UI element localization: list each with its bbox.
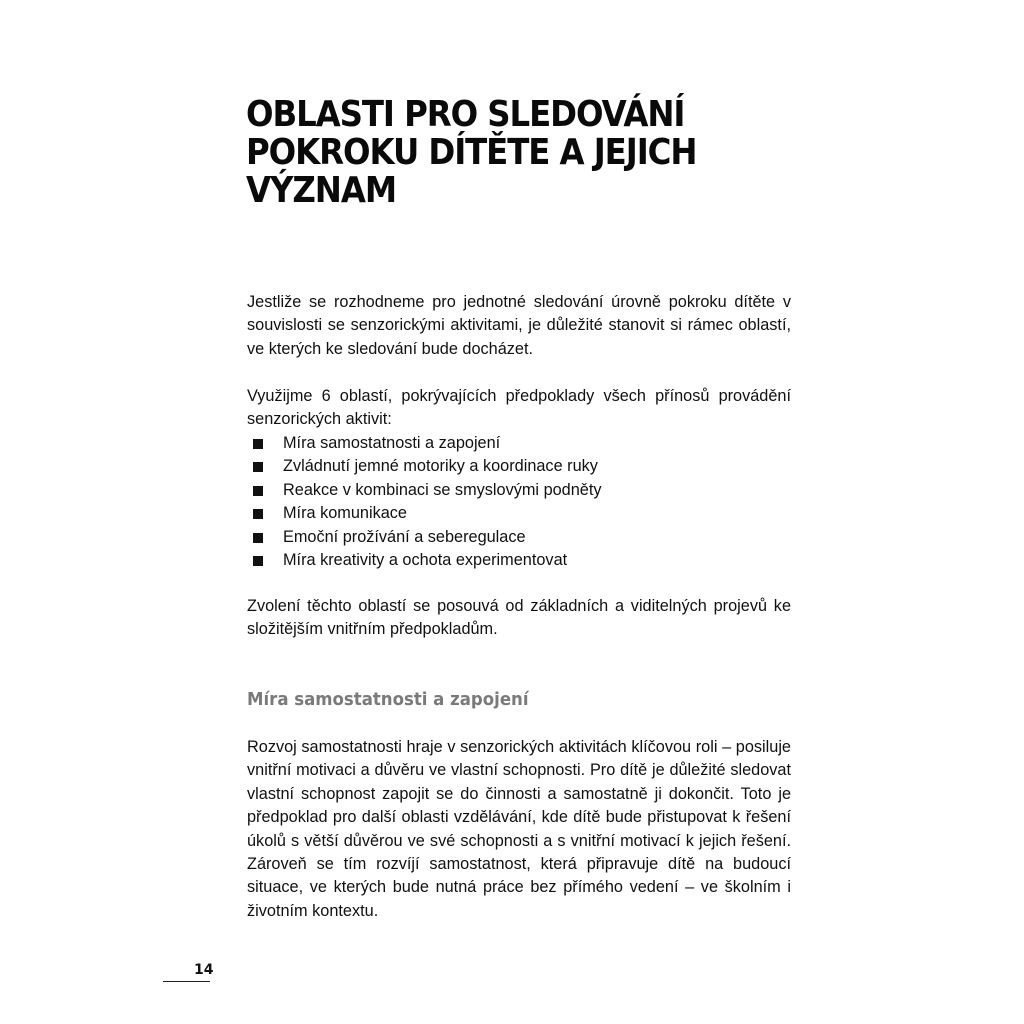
- section-heading: Míra samostatnosti a zapojení: [247, 689, 529, 710]
- page-title-line-2: POKROKU DÍTĚTE A JEJICH: [246, 132, 697, 173]
- list-item-text: Míra samostatnosti a zapojení: [283, 434, 501, 452]
- list-item-text: Zvládnutí jemné motoriky a koordinace ruky: [283, 457, 598, 476]
- list-item-text: Míra kreativity a ochota experimentovat: [283, 551, 568, 570]
- areas-intro-paragraph: Využijme 6 oblastí, pokrývajících předpoklady všech přínosů provádění senzorických aktivit:: [247, 387, 791, 429]
- page-number: 14: [194, 962, 214, 978]
- list-item: [253, 549, 602, 572]
- list-item-text: Reakce v kombinaci se smyslovými podněty: [283, 480, 602, 499]
- list-item-text: Míra komunikace: [283, 504, 407, 523]
- list-item: [253, 479, 602, 502]
- square-bullet-icon: [253, 509, 263, 519]
- page-title-line-1: OBLASTI PRO SLEDOVÁNÍ: [246, 94, 685, 135]
- square-bullet-icon: [253, 462, 263, 472]
- square-bullet-icon: [253, 486, 263, 496]
- areas-list: [253, 432, 602, 572]
- list-item-text: Emoční prožívání a seberegulace: [283, 527, 526, 546]
- list-item: [253, 502, 602, 525]
- page-title: [246, 96, 750, 210]
- conclusion-paragraph: Zvolení těchto oblastí se posouvá od základních a viditelných projevů ke složitějším vnitřním předpokladům.: [247, 597, 791, 639]
- footer-rule: [163, 981, 210, 982]
- list-item: [253, 432, 602, 455]
- section-body-paragraph: Rozvoj samostatnosti hraje v senzorických aktivitách klíčovou roli – posiluje vnitřní motivaci a důvěru ve vlastní schopnosti. Pro dítě je důležité sledovat vlastní schopnost zapojit se do činnosti a samostatně ji dokončit. Toto je předpoklad pro další oblasti vzdělávání, kde dítě bude přistupovat k řešení úkolů s větší důvěrou ve své schopnosti a s vnitřní motivací k jejich řešení. Zároveň se tím rozvíjí samostatnost, která připravuje dítě na budoucí situace, ve kterých bude nutná práce bez přímého vedení – ve školním i životním kontextu.: [247, 738, 791, 920]
- list-item: [253, 526, 602, 549]
- intro-paragraph: Jestliže se rozhodneme pro jednotné sledování úrovně pokroku dítěte v souvislosti se senzorickými aktivitami, je důležité stanovit si rámec oblastí, ve kterých ke sledování bude docházet.: [247, 293, 791, 358]
- square-bullet-icon: [253, 439, 263, 449]
- page-title-line-3: VÝZNAM: [246, 170, 396, 211]
- list-item: [253, 455, 602, 478]
- square-bullet-icon: [253, 533, 263, 543]
- square-bullet-icon: [253, 556, 263, 566]
